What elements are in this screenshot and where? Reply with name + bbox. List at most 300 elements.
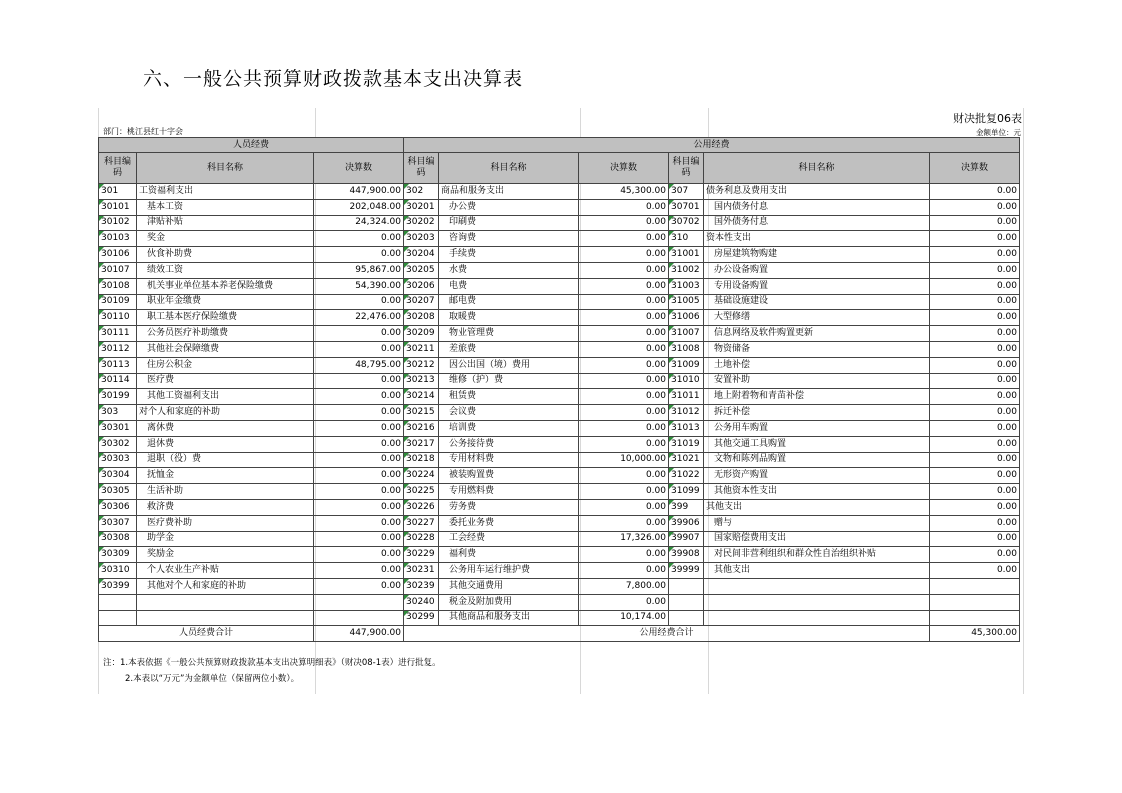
- cell-code: 302: [404, 184, 439, 200]
- cell-code: 30101: [99, 199, 137, 215]
- cell-code: 30218: [404, 452, 439, 468]
- cell-name: 专用材料费: [439, 452, 579, 468]
- cell-amount: 0.00: [579, 515, 669, 531]
- table-row: [99, 357, 1020, 373]
- cell-name: 差旅费: [439, 341, 579, 357]
- cell-amount: 0.00: [930, 468, 1020, 484]
- cell-name: 信息网络及软件购置更新: [704, 326, 930, 342]
- table-row: [99, 231, 1020, 247]
- cell-code: 30306: [99, 499, 137, 515]
- cell-amount: 0.00: [579, 247, 669, 263]
- cell-amount: 0.00: [579, 357, 669, 373]
- personnel-total-value: 447,900.00: [314, 626, 404, 642]
- cell-name: 其他工资福利支出: [137, 389, 314, 405]
- table-row: [99, 294, 1020, 310]
- cell-code: 31021: [669, 452, 704, 468]
- cell-code: 30299: [404, 610, 439, 626]
- cell-name: 津贴补贴: [137, 215, 314, 231]
- cell-name: 退职（役）费: [137, 452, 314, 468]
- cell-name: 大型修缮: [704, 310, 930, 326]
- col-header-code: 科目编码: [669, 153, 704, 184]
- cell-amount: 0.00: [579, 468, 669, 484]
- cell-name: 对个人和家庭的补助: [137, 405, 314, 421]
- cell-code: 30203: [404, 231, 439, 247]
- cell-name: 住房公积金: [137, 357, 314, 373]
- table-row: [99, 389, 1020, 405]
- cell-name: 公务员医疗补助缴费: [137, 326, 314, 342]
- group-header-public: 公用经费: [404, 138, 1020, 153]
- cell-code: 31022: [669, 468, 704, 484]
- table-row: [99, 515, 1020, 531]
- cell-code: 30102: [99, 215, 137, 231]
- table-row: [99, 452, 1020, 468]
- cell-amount: 0.00: [314, 578, 404, 594]
- cell-amount: 0.00: [930, 531, 1020, 547]
- cell-name: 拆迁补偿: [704, 405, 930, 421]
- cell-amount: 10,000.00: [579, 452, 669, 468]
- cell-amount: 0.00: [314, 326, 404, 342]
- table-row: [99, 436, 1020, 452]
- col-header-code: 科目编码: [99, 153, 137, 184]
- form-number: 财决批复06表: [953, 112, 1022, 125]
- cell-amount: 0.00: [314, 499, 404, 515]
- cell-code: 30307: [99, 515, 137, 531]
- cell-amount: 0.00: [930, 357, 1020, 373]
- cell-code: 30229: [404, 547, 439, 563]
- cell-name: 水费: [439, 262, 579, 278]
- cell-amount: 202,048.00: [314, 199, 404, 215]
- cell-code: 30217: [404, 436, 439, 452]
- table-row: [99, 278, 1020, 294]
- cell-code: 30231: [404, 563, 439, 579]
- cell-amount: 0.00: [579, 547, 669, 563]
- cell-amount: [930, 578, 1020, 594]
- cell-code: 39999: [669, 563, 704, 579]
- cell-amount: 0.00: [930, 436, 1020, 452]
- cell-code: 30199: [99, 389, 137, 405]
- cell-name: 物业管理费: [439, 326, 579, 342]
- cell-code: 31003: [669, 278, 704, 294]
- cell-amount: 0.00: [930, 341, 1020, 357]
- cell-amount: 0.00: [314, 294, 404, 310]
- cell-name: 工会经费: [439, 531, 579, 547]
- cell-amount: 0.00: [314, 452, 404, 468]
- cell-code: 30226: [404, 499, 439, 515]
- cell-name: 离休费: [137, 420, 314, 436]
- cell-amount: 0.00: [314, 389, 404, 405]
- cell-name: 奖励金: [137, 547, 314, 563]
- cell-name: 手续费: [439, 247, 579, 263]
- col-header-name: 科目名称: [439, 153, 579, 184]
- cell-amount: 45,300.00: [579, 184, 669, 200]
- cell-code: 31013: [669, 420, 704, 436]
- table-row: [99, 420, 1020, 436]
- cell-name: 基础设施建设: [704, 294, 930, 310]
- cell-name: 专用燃料费: [439, 484, 579, 500]
- cell-name: 对民间非营利组织和群众性自治组织补贴: [704, 547, 930, 563]
- cell-name: 其他支出: [704, 499, 930, 515]
- table-row: [99, 262, 1020, 278]
- cell-code: 30113: [99, 357, 137, 373]
- cell-code: 30213: [404, 373, 439, 389]
- cell-name: 国外债务付息: [704, 215, 930, 231]
- cell-amount: 10,174.00: [579, 610, 669, 626]
- cell-name: 助学金: [137, 531, 314, 547]
- cell-amount: 0.00: [579, 594, 669, 610]
- table-row: [99, 215, 1020, 231]
- cell-code: 30214: [404, 389, 439, 405]
- cell-amount: 95,867.00: [314, 262, 404, 278]
- cell-amount: [930, 594, 1020, 610]
- cell-name: 基本工资: [137, 199, 314, 215]
- cell-code: 31002: [669, 262, 704, 278]
- cell-code: 30224: [404, 468, 439, 484]
- table-row: [99, 199, 1020, 215]
- cell-name: 其他支出: [704, 563, 930, 579]
- cell-code: 31007: [669, 326, 704, 342]
- cell-code: 30228: [404, 531, 439, 547]
- cell-amount: [314, 610, 404, 626]
- cell-code: 39907: [669, 531, 704, 547]
- cell-amount: 0.00: [314, 247, 404, 263]
- cell-code: 310: [669, 231, 704, 247]
- cell-code: 30114: [99, 373, 137, 389]
- cell-amount: 24,324.00: [314, 215, 404, 231]
- cell-amount: 0.00: [930, 515, 1020, 531]
- cell-amount: 0.00: [930, 199, 1020, 215]
- personnel-total-label: 人员经费合计: [99, 626, 314, 642]
- cell-name: 咨询费: [439, 231, 579, 247]
- cell-amount: 0.00: [930, 484, 1020, 500]
- cell-name: 其他资本性支出: [704, 484, 930, 500]
- table-row: [99, 247, 1020, 263]
- cell-code: 30108: [99, 278, 137, 294]
- cell-code: 30240: [404, 594, 439, 610]
- cell-code: 307: [669, 184, 704, 200]
- group-header-personnel: 人员经费: [99, 138, 404, 153]
- cell-code: 31008: [669, 341, 704, 357]
- cell-amount: 0.00: [579, 341, 669, 357]
- cell-name: 办公费: [439, 199, 579, 215]
- cell-code: 30227: [404, 515, 439, 531]
- cell-name: 委托业务费: [439, 515, 579, 531]
- cell-amount: 0.00: [930, 420, 1020, 436]
- cell-name: 国内债务付息: [704, 199, 930, 215]
- cell-amount: 0.00: [314, 484, 404, 500]
- cell-code: 31009: [669, 357, 704, 373]
- cell-amount: 0.00: [930, 262, 1020, 278]
- cell-amount: 7,800.00: [579, 578, 669, 594]
- cell-amount: 0.00: [930, 310, 1020, 326]
- cell-amount: 0.00: [930, 215, 1020, 231]
- cell-name: 个人农业生产补贴: [137, 563, 314, 579]
- cell-code: 30205: [404, 262, 439, 278]
- cell-code: [669, 578, 704, 594]
- cell-code: 31011: [669, 389, 704, 405]
- cell-name: 其他交通费用: [439, 578, 579, 594]
- cell-code: 30207: [404, 294, 439, 310]
- cell-name: 无形资产购置: [704, 468, 930, 484]
- col-header-code: 科目编码: [404, 153, 439, 184]
- cell-code: 303: [99, 405, 137, 421]
- cell-amount: 0.00: [930, 247, 1020, 263]
- cell-amount: 0.00: [314, 531, 404, 547]
- cell-name: 生活补助: [137, 484, 314, 500]
- public-total-label: 公用经费合计: [404, 626, 930, 642]
- cell-name: [704, 610, 930, 626]
- cell-code: 31099: [669, 484, 704, 500]
- cell-amount: 0.00: [579, 405, 669, 421]
- cell-name: 医疗费补助: [137, 515, 314, 531]
- cell-amount: 0.00: [930, 547, 1020, 563]
- cell-name: 邮电费: [439, 294, 579, 310]
- cell-name: 职业年金缴费: [137, 294, 314, 310]
- cell-amount: 0.00: [579, 310, 669, 326]
- cell-name: 职工基本医疗保险缴费: [137, 310, 314, 326]
- cell-name: 因公出国（境）费用: [439, 357, 579, 373]
- cell-name: 其他商品和服务支出: [439, 610, 579, 626]
- col-header-amount: 决算数: [930, 153, 1020, 184]
- cell-code: 31001: [669, 247, 704, 263]
- table-row: [99, 610, 1020, 626]
- cell-amount: [314, 594, 404, 610]
- cell-code: 30209: [404, 326, 439, 342]
- cell-name: 伙食补助费: [137, 247, 314, 263]
- table-row: [99, 578, 1020, 594]
- cell-code: 30302: [99, 436, 137, 452]
- cell-name: 取暖费: [439, 310, 579, 326]
- table-row: [99, 405, 1020, 421]
- cell-code: 31006: [669, 310, 704, 326]
- cell-amount: 0.00: [579, 215, 669, 231]
- cell-code: 30304: [99, 468, 137, 484]
- cell-amount: 0.00: [930, 184, 1020, 200]
- cell-code: 30702: [669, 215, 704, 231]
- unit-label: 金额单位：元: [976, 128, 1021, 137]
- cell-name: 机关事业单位基本养老保险缴费: [137, 278, 314, 294]
- cell-amount: 0.00: [314, 373, 404, 389]
- cell-code: [669, 594, 704, 610]
- cell-code: 39908: [669, 547, 704, 563]
- cell-name: 工资福利支出: [137, 184, 314, 200]
- cell-amount: 0.00: [579, 231, 669, 247]
- cell-amount: 0.00: [579, 373, 669, 389]
- cell-code: 399: [669, 499, 704, 515]
- cell-amount: 0.00: [930, 405, 1020, 421]
- cell-amount: 0.00: [579, 326, 669, 342]
- cell-amount: 0.00: [930, 231, 1020, 247]
- cell-amount: 0.00: [314, 547, 404, 563]
- cell-code: 30211: [404, 341, 439, 357]
- cell-name: 地上附着物和青苗补偿: [704, 389, 930, 405]
- expenditure-table: [98, 137, 1020, 642]
- cell-code: 30310: [99, 563, 137, 579]
- cell-code: 39906: [669, 515, 704, 531]
- cell-name: 赠与: [704, 515, 930, 531]
- table-row: [99, 184, 1020, 200]
- cell-name: 维修（护）费: [439, 373, 579, 389]
- cell-code: 30305: [99, 484, 137, 500]
- cell-amount: 0.00: [930, 373, 1020, 389]
- cell-amount: [930, 610, 1020, 626]
- cell-name: 培训费: [439, 420, 579, 436]
- cell-name: 奖金: [137, 231, 314, 247]
- cell-amount: 48,795.00: [314, 357, 404, 373]
- cell-name: 退休费: [137, 436, 314, 452]
- cell-code: 30111: [99, 326, 137, 342]
- cell-code: 31019: [669, 436, 704, 452]
- cell-code: 30107: [99, 262, 137, 278]
- col-header-amount: 决算数: [314, 153, 404, 184]
- cell-amount: 0.00: [930, 389, 1020, 405]
- cell-amount: 0.00: [579, 436, 669, 452]
- cell-amount: 0.00: [314, 341, 404, 357]
- cell-code: 30399: [99, 578, 137, 594]
- cell-amount: 0.00: [930, 499, 1020, 515]
- cell-amount: 0.00: [579, 262, 669, 278]
- cell-name: [704, 578, 930, 594]
- cell-name: 专用设备购置: [704, 278, 930, 294]
- col-header-name: 科目名称: [137, 153, 314, 184]
- table-row: [99, 373, 1020, 389]
- cell-code: 30112: [99, 341, 137, 357]
- cell-amount: 0.00: [579, 499, 669, 515]
- cell-code: 30206: [404, 278, 439, 294]
- cell-name: 商品和服务支出: [439, 184, 579, 200]
- cell-name: 债务利息及费用支出: [704, 184, 930, 200]
- cell-code: 30212: [404, 357, 439, 373]
- cell-code: [669, 610, 704, 626]
- cell-amount: 17,326.00: [579, 531, 669, 547]
- totals-row: [99, 626, 1020, 642]
- public-total-value: 45,300.00: [930, 626, 1020, 642]
- cell-amount: 0.00: [314, 515, 404, 531]
- cell-name: 救济费: [137, 499, 314, 515]
- cell-code: 30301: [99, 420, 137, 436]
- cell-name: 福利费: [439, 547, 579, 563]
- cell-name: [137, 594, 314, 610]
- cell-amount: 0.00: [579, 294, 669, 310]
- cell-name: 办公设备购置: [704, 262, 930, 278]
- cell-amount: 0.00: [314, 563, 404, 579]
- cell-name: 会议费: [439, 405, 579, 421]
- cell-amount: 0.00: [314, 231, 404, 247]
- table-row: [99, 547, 1020, 563]
- cell-code: 30216: [404, 420, 439, 436]
- cell-name: 国家赔偿费用支出: [704, 531, 930, 547]
- cell-name: 物资储备: [704, 341, 930, 357]
- cell-code: 30215: [404, 405, 439, 421]
- cell-name: 房屋建筑物购建: [704, 247, 930, 263]
- table-row: [99, 326, 1020, 342]
- cell-name: 公务用车购置: [704, 420, 930, 436]
- cell-name: 劳务费: [439, 499, 579, 515]
- table-row: [99, 531, 1020, 547]
- cell-code: 31005: [669, 294, 704, 310]
- cell-amount: 22,476.00: [314, 310, 404, 326]
- cell-name: [137, 610, 314, 626]
- table-row: [99, 499, 1020, 515]
- cell-code: 301: [99, 184, 137, 200]
- cell-name: 租赁费: [439, 389, 579, 405]
- cell-code: 30225: [404, 484, 439, 500]
- cell-amount: 0.00: [930, 326, 1020, 342]
- cell-amount: 0.00: [579, 389, 669, 405]
- cell-code: [99, 594, 137, 610]
- cell-name: 印刷费: [439, 215, 579, 231]
- cell-name: 文物和陈列品购置: [704, 452, 930, 468]
- cell-name: 公务接待费: [439, 436, 579, 452]
- cell-name: 其他对个人和家庭的补助: [137, 578, 314, 594]
- cell-amount: 0.00: [579, 420, 669, 436]
- cell-code: 31010: [669, 373, 704, 389]
- cell-amount: 54,390.00: [314, 278, 404, 294]
- page-title: 六、一般公共预算财政拨款基本支出决算表: [143, 68, 524, 90]
- cell-name: 其他社会保障缴费: [137, 341, 314, 357]
- cell-code: [99, 610, 137, 626]
- cell-amount: 0.00: [579, 278, 669, 294]
- cell-name: 绩效工资: [137, 262, 314, 278]
- cell-amount: 0.00: [314, 405, 404, 421]
- cell-code: 30110: [99, 310, 137, 326]
- cell-name: 资本性支出: [704, 231, 930, 247]
- cell-name: 安置补助: [704, 373, 930, 389]
- cell-code: 30208: [404, 310, 439, 326]
- cell-code: 30309: [99, 547, 137, 563]
- cell-name: 公务用车运行维护费: [439, 563, 579, 579]
- cell-amount: 0.00: [579, 563, 669, 579]
- cell-code: 30204: [404, 247, 439, 263]
- cell-code: 31012: [669, 405, 704, 421]
- cell-code: 30239: [404, 578, 439, 594]
- table-row: [99, 468, 1020, 484]
- cell-code: 30701: [669, 199, 704, 215]
- cell-code: 30303: [99, 452, 137, 468]
- cell-code: 30103: [99, 231, 137, 247]
- col-header-amount: 决算数: [579, 153, 669, 184]
- cell-code: 30308: [99, 531, 137, 547]
- department-label: 部门：桃江县红十字会: [103, 127, 183, 136]
- footnote: 注：1.本表依据《一般公共预算财政拨款基本支出决算明细表》（财决08-1表）进行批复。: [103, 658, 441, 668]
- cell-amount: 0.00: [314, 436, 404, 452]
- table-row: [99, 594, 1020, 610]
- cell-amount: 0.00: [579, 199, 669, 215]
- table-row: [99, 563, 1020, 579]
- cell-name: 电费: [439, 278, 579, 294]
- cell-name: 其他交通工具购置: [704, 436, 930, 452]
- cell-name: [704, 594, 930, 610]
- table-row: [99, 484, 1020, 500]
- cell-name: 税金及附加费用: [439, 594, 579, 610]
- col-header-name: 科目名称: [704, 153, 930, 184]
- cell-amount: 447,900.00: [314, 184, 404, 200]
- cell-amount: 0.00: [930, 452, 1020, 468]
- cell-name: 医疗费: [137, 373, 314, 389]
- cell-amount: 0.00: [579, 484, 669, 500]
- cell-code: 30109: [99, 294, 137, 310]
- table-row: [99, 310, 1020, 326]
- table-row: [99, 341, 1020, 357]
- cell-code: 30106: [99, 247, 137, 263]
- footnote: 2.本表以“万元”为金额单位（保留两位小数）。: [125, 674, 300, 684]
- cell-code: 30202: [404, 215, 439, 231]
- cell-amount: 0.00: [314, 420, 404, 436]
- cell-amount: 0.00: [930, 294, 1020, 310]
- cell-name: 被装购置费: [439, 468, 579, 484]
- cell-amount: 0.00: [930, 563, 1020, 579]
- cell-amount: 0.00: [930, 278, 1020, 294]
- cell-name: 土地补偿: [704, 357, 930, 373]
